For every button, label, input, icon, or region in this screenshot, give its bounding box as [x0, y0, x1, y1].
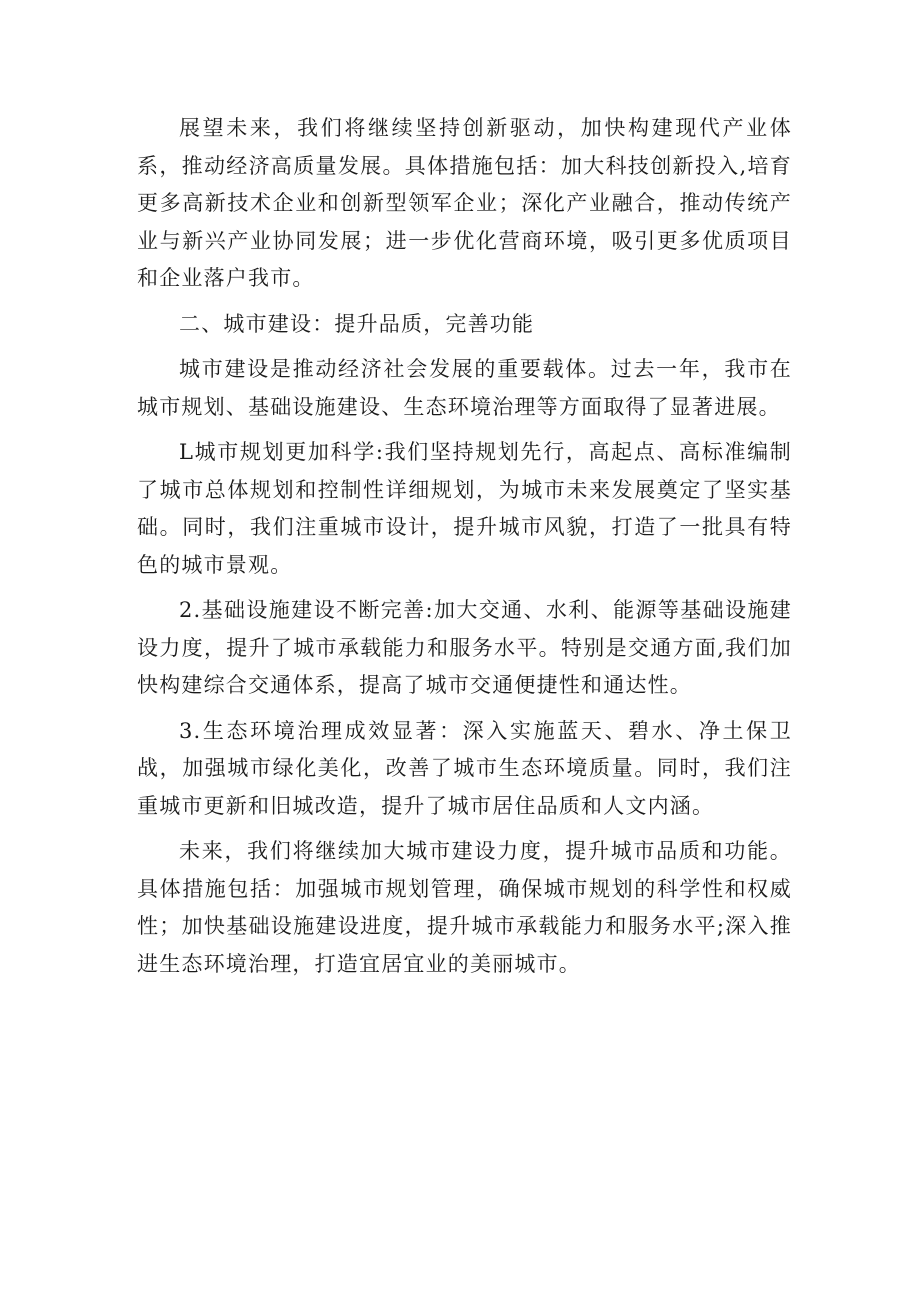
paragraph-infrastructure: 2.基础设施建设不断完善:加大交通、水利、能源等基础设施建设力度，提升了城市承载能力和服务水平。特别是交通方面,我们加快构建综合交通体系，提高了城市交通便捷性和通达性。 — [137, 598, 792, 697]
section-heading-urban-construction: 二、城市建设：提升品质，完善功能 — [179, 311, 535, 336]
paragraph-urban-planning: L城市规划更加科学:我们坚持规划先行，高起点、高标准编制了城市总体规划和控制性详细规划，为城市未来发展奠定了坚实基础。同时，我们注重城市设计，提升城市风貌，打造了一批具有特色的城市景观。 — [137, 440, 792, 577]
paragraph-future-urban: 未来，我们将继续加大城市建设力度，提升城市品质和功能。具体措施包括：加强城市规划管理，确保城市规划的科学性和权威性；加快基础设施建设进度，提升城市承载能力和服务水平;深入推进生态环境治理，打造宜居宜业的美丽城市。 — [137, 839, 792, 976]
paragraph-urban-intro: 城市建设是推动经济社会发展的重要载体。过去一年，我市在城市规划、基础设施建设、生态环境治理等方面取得了显著进展。 — [137, 357, 792, 419]
paragraph-ecology: 3.生态环境治理成效显著：深入实施蓝天、碧水、净土保卫战，加强城市绿化美化，改善了城市生态环境质量。同时，我们注重城市更新和旧城改造，提升了城市居住品质和人文内涵。 — [137, 718, 792, 818]
paragraph-outlook-industry: 展望未来，我们将继续坚持创新驱动，加快构建现代产业体系，推动经济高质量发展。具体措施包括：加大科技创新投入,培育更多高新技术企业和创新型领军企业；深化产业融合，推动传统产业与新兴产业协同发展；进一步优化营商环境，吸引更多优质项目和企业落户我市。 — [137, 116, 792, 290]
